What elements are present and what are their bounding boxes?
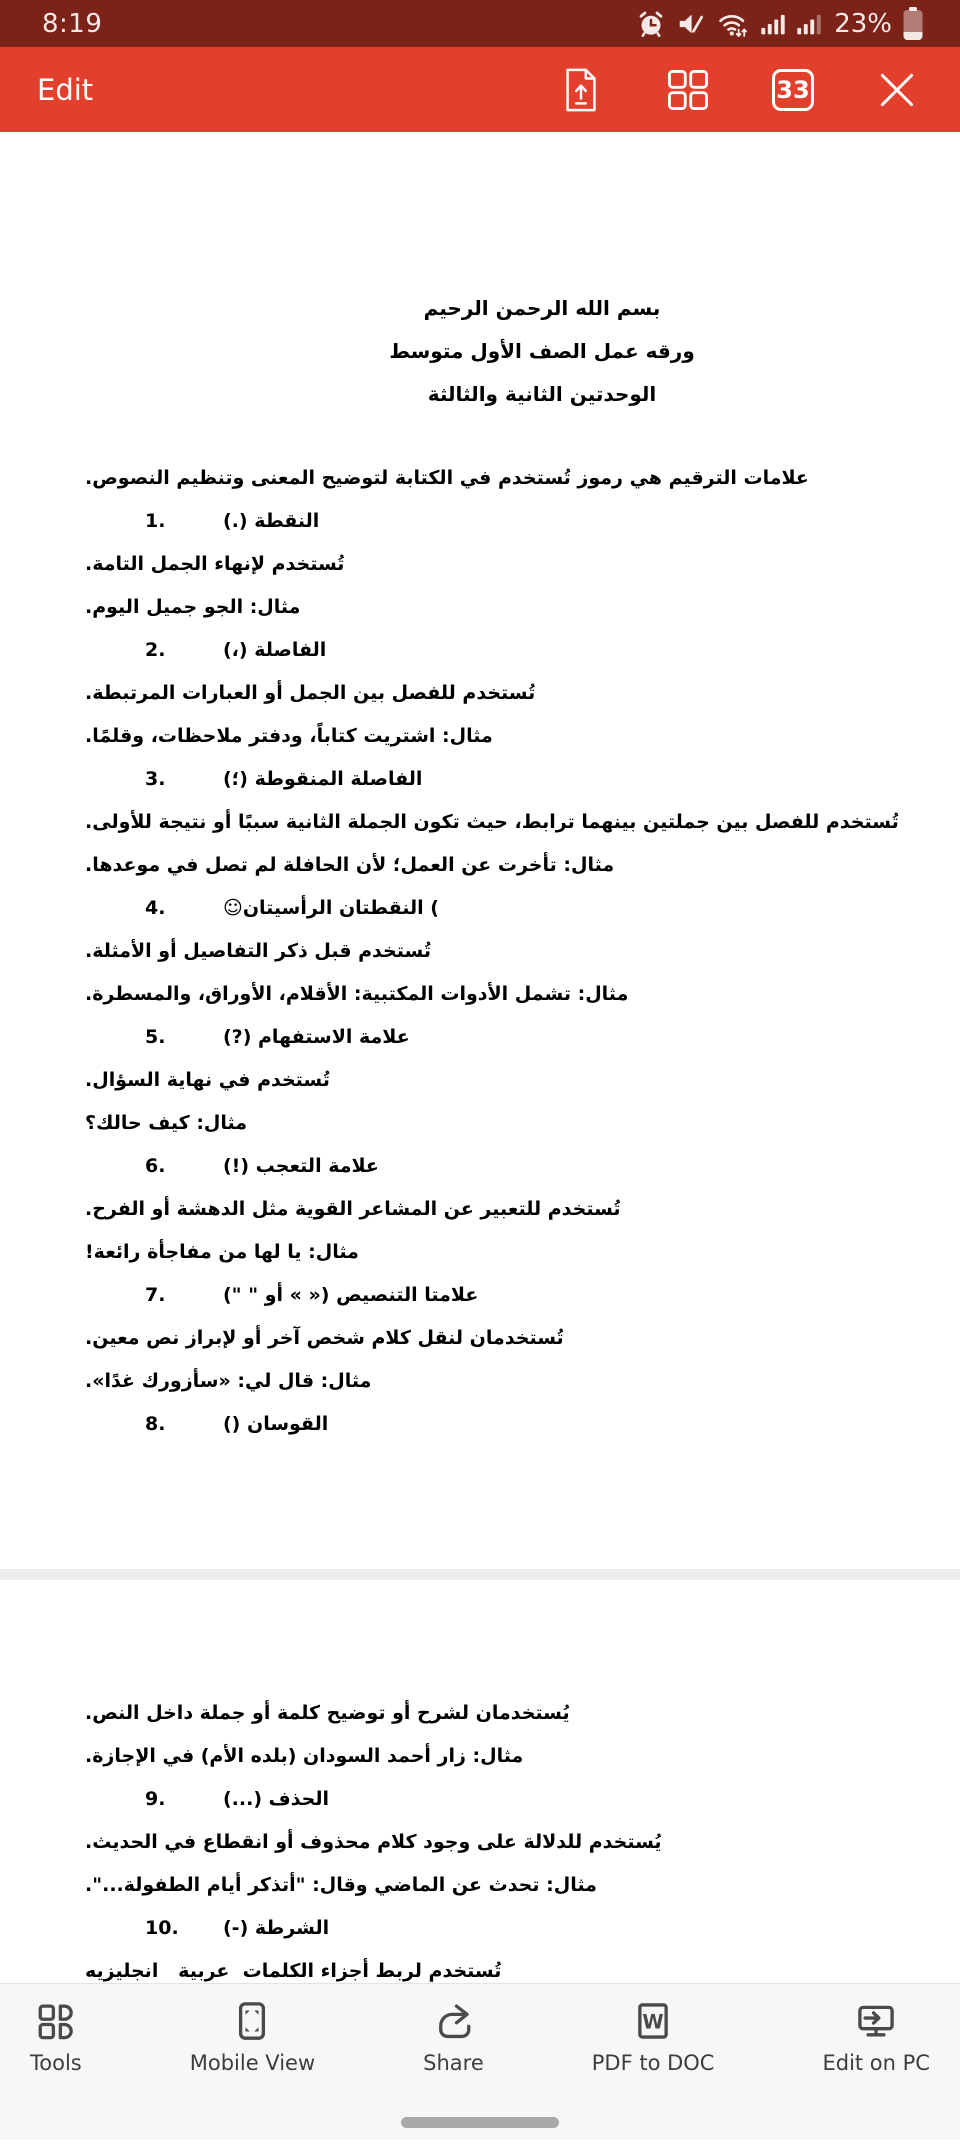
signal-bars-2-icon xyxy=(796,10,822,38)
list-number: 10. xyxy=(145,1917,179,1939)
usage-paragraph: تُستخدم قبل ذكر التفاصيل أو الأمثلة. xyxy=(85,940,431,962)
page-break-gap xyxy=(0,1569,960,1580)
list-number: 3. xyxy=(145,768,166,790)
list-item-label: الفاصلة (،) xyxy=(223,639,327,661)
list-item-5 xyxy=(0,1016,960,1059)
close-icon[interactable] xyxy=(874,67,920,113)
list-item-1 xyxy=(0,500,960,543)
list-number: 2. xyxy=(145,639,166,661)
share-icon xyxy=(432,2000,474,2042)
list-item-10 xyxy=(0,1907,960,1950)
list-item-label: الشرطة (-) xyxy=(223,1917,330,1939)
status-bar xyxy=(0,0,960,47)
list-number: 9. xyxy=(145,1788,166,1810)
units-title-line: الوحدتين الثانية والثالثة xyxy=(427,382,657,406)
usage-paragraph: تُستخدم للفصل بين الجمل أو العبارات المرتبطة. xyxy=(85,682,536,704)
pdf-to-doc-button[interactable] xyxy=(592,2000,715,2075)
grid-view-icon[interactable] xyxy=(664,66,712,114)
mobile-view-icon xyxy=(231,2000,273,2042)
example-paragraph: مثال: يا لها من مفاجأة رائعة! xyxy=(85,1241,359,1263)
list-number: 6. xyxy=(145,1155,166,1177)
list-number: 7. xyxy=(145,1284,166,1306)
mobile-view-button[interactable] xyxy=(190,2000,315,2075)
usage-paragraph: يُستخدمان لشرح أو توضيح كلمة أو جملة داخل النص. xyxy=(85,1702,570,1724)
example-paragraph: مثال: كيف حالك؟ xyxy=(85,1112,248,1134)
alarm-icon xyxy=(636,9,666,39)
export-document-icon[interactable] xyxy=(558,65,604,115)
toolbar-label: Share xyxy=(423,2051,484,2075)
list-number: 1. xyxy=(145,510,166,532)
toolbar-label: Tools xyxy=(30,2051,82,2075)
example-paragraph: مثال: الجو جميل اليوم. xyxy=(85,596,301,618)
battery-percent-text: 23% xyxy=(834,8,892,39)
list-item-4 xyxy=(0,887,960,930)
document-title-block xyxy=(0,287,960,416)
list-item-label: علامة الاستفهام (?) xyxy=(223,1026,410,1048)
svg-text:W: W xyxy=(642,2010,664,2034)
tools-button[interactable] xyxy=(30,2000,82,2075)
basmala-line: بسم الله الرحمن الرحيم xyxy=(423,296,661,320)
list-item-label: القوسان () xyxy=(223,1413,329,1435)
example-paragraph: مثال: قال لي: «سأزورك غدًا». xyxy=(85,1370,372,1392)
list-number: 5. xyxy=(145,1026,166,1048)
example-paragraph: مثال: تشمل الأدوات المكتبية: الأقلام، الأوراق، والمسطرة. xyxy=(85,983,629,1005)
list-item-3 xyxy=(0,758,960,801)
usage-paragraph: يُستخدم للدلالة على وجود كلام محذوف أو انقطاع في الحديث. xyxy=(85,1831,662,1853)
app-bar-actions xyxy=(558,65,920,115)
list-item-label: الفاصلة المنقوطة (؛) xyxy=(223,768,423,790)
status-icons xyxy=(636,7,924,41)
list-item-2 xyxy=(0,629,960,672)
list-item-label: النقطة (.) xyxy=(223,510,320,532)
toolbar-label: Mobile View xyxy=(189,2051,316,2075)
tools-grid-icon xyxy=(35,2000,77,2042)
usage-paragraph: تُستخدمان لنقل كلام شخص آخر أو لإبراز نص معين. xyxy=(85,1327,564,1349)
worksheet-title-line: ورقه عمل الصف الأول متوسط xyxy=(389,339,695,363)
app-bar xyxy=(0,47,960,132)
usage-paragraph: تُستخدم في نهاية السؤال. xyxy=(85,1069,330,1091)
list-item-label: الحذف (...) xyxy=(223,1788,330,1810)
edit-on-pc-button[interactable] xyxy=(822,2000,930,2075)
example-paragraph: مثال: تحدث عن الماضي وقال: "أتذكر أيام الطفولة...". xyxy=(85,1874,597,1896)
battery-icon xyxy=(902,7,924,41)
list-item-9 xyxy=(0,1778,960,1821)
example-paragraph: مثال: اشتريت كتاباً، ودفتر ملاحظات، وقلمًا. xyxy=(85,725,493,747)
usage-paragraph: تُستخدم للتعبير عن المشاعر القوية مثل الدهشة أو الفرح. xyxy=(85,1198,621,1220)
signal-bars-icon xyxy=(760,10,786,38)
home-indicator[interactable] xyxy=(401,2117,559,2128)
list-item-6 xyxy=(0,1145,960,1188)
mute-icon xyxy=(676,9,706,39)
example-paragraph: مثال: تأخرت عن العمل؛ لأن الحافلة لم تصل في موعدها. xyxy=(85,854,615,876)
page-number-badge-value: 33 xyxy=(776,75,810,104)
intro-paragraph: علامات الترقيم هي رموز تُستخدم في الكتابة لتوضيح المعنى وتنظيم النصوص. xyxy=(85,467,809,489)
list-item-8 xyxy=(0,1403,960,1446)
toolbar-label: Edit on PC xyxy=(822,2051,930,2075)
bottom-toolbar xyxy=(0,1983,960,2140)
edit-on-pc-icon xyxy=(855,2000,897,2042)
wifi-arrows-icon xyxy=(716,9,750,39)
clock-time: 8:19 xyxy=(42,8,103,39)
usage-paragraph: تُستخدم لربط أجزاء الكلمات عربية انجليزيه xyxy=(85,1960,502,1982)
list-item-label: ☺النقطتان الرأسيتان ( xyxy=(223,897,439,919)
list-number: 8. xyxy=(145,1413,166,1435)
edit-mode-title: Edit xyxy=(37,72,94,107)
usage-paragraph: تُستخدم لإنهاء الجمل التامة. xyxy=(85,553,345,575)
usage-paragraph: تُستخدم للفصل بين جملتين بينهما ترابط، حيث تكون الجملة الثانية سببًا أو نتيجة للأولى. xyxy=(85,811,899,833)
list-number: 4. xyxy=(145,897,166,919)
document-page-1 xyxy=(0,132,960,1569)
example-paragraph: مثال: زار أحمد السودان (بلده الأم) في الإجازة. xyxy=(85,1745,524,1767)
document-view[interactable] xyxy=(0,132,960,2153)
share-button[interactable] xyxy=(423,2000,484,2075)
list-item-label: علامتا التنصيص (« » أو " ") xyxy=(223,1284,479,1306)
toolbar-label: PDF to DOC xyxy=(591,2051,715,2075)
list-item-7 xyxy=(0,1274,960,1317)
word-doc-icon xyxy=(632,2000,674,2042)
page-number-badge[interactable] xyxy=(772,69,814,111)
list-item-label: علامة التعجب (!) xyxy=(223,1155,379,1177)
